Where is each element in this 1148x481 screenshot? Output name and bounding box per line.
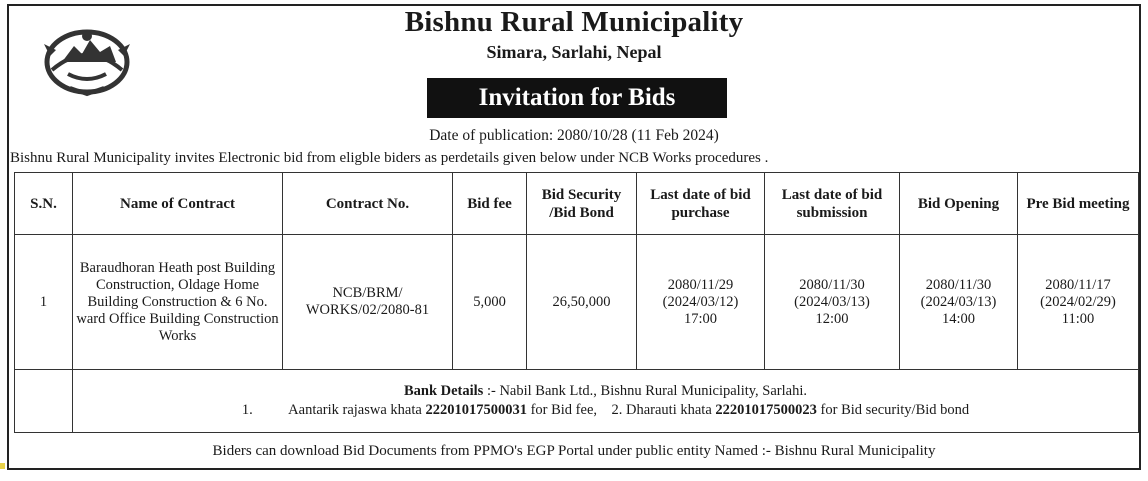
column-header: S.N. [15, 173, 73, 235]
purchase-deadline [637, 235, 765, 370]
table-row [15, 235, 1139, 370]
bid-security: 26,50,000 [527, 235, 637, 370]
column-header: Last date of bid purchase [637, 173, 765, 235]
pre-bid-meeting [1018, 235, 1139, 370]
submission-deadline [765, 235, 900, 370]
column-header: Bid Opening [900, 173, 1018, 235]
account1-prefix: Aantarik rajaswa khata [288, 402, 422, 418]
organization-address: Simara, Sarlahi, Nepal [486, 42, 662, 62]
opening-date-ad: (2024/03/13) [920, 293, 997, 310]
prebid-date: 2080/11/17 [1045, 276, 1111, 293]
bank-details [73, 370, 1139, 433]
column-header: Last date of bid submission [765, 173, 900, 235]
bank-details-text: :- Nabil Bank Ltd., Bishnu Rural Municipality, Sarlahi. [486, 383, 808, 399]
submission-date-ad: (2024/03/13) [794, 293, 870, 310]
bid-opening [900, 235, 1018, 370]
opening-time: 14:00 [941, 310, 976, 327]
column-header: Name of Contract [73, 173, 283, 235]
footer-note: Biders can download Bid Documents from PPMO's EGP Portal under public entity Named :- Bishnu Rural Municipality [212, 443, 936, 459]
account2-prefix: 2. Dharauti khata [611, 402, 712, 418]
bank-title [76, 382, 1135, 401]
prebid-date-ad: (2024/02/29) [1040, 293, 1116, 310]
bank-label: Bank Details [403, 383, 484, 399]
column-header: Bid Security /Bid Bond [527, 173, 637, 235]
submission-date: 2080/11/30 [799, 276, 865, 293]
column-header: Bid fee [453, 173, 527, 235]
account1-number: 22201017500031 [425, 402, 527, 418]
purchase-date: 2080/11/29 [667, 276, 734, 293]
purchase-date-ad: (2024/03/12) [662, 293, 739, 310]
account1-suffix: for Bid fee, [530, 402, 598, 418]
bank-line-number: 1. [241, 402, 253, 418]
contract-number: NCB/BRM/ WORKS/02/2080-81 [283, 235, 453, 370]
corner-mark [0, 463, 5, 469]
bank-accounts [76, 401, 1135, 420]
purchase-time: 17:00 [683, 310, 718, 327]
bid-fee: 5,000 [453, 235, 527, 370]
column-header: Pre Bid meeting [1018, 173, 1139, 235]
organization-name: Bishnu Rural Municipality [404, 6, 744, 38]
opening-date: 2080/11/30 [925, 276, 992, 293]
contract-name: Baraudhoran Heath post Building Construction, Oldage Home Building Construction & 6 No. ward Office Building Construction Works [73, 235, 283, 370]
bids-table [14, 172, 1139, 433]
notice-title: Invitation for Bids [427, 78, 727, 118]
prebid-time: 11:00 [1061, 310, 1095, 327]
column-header: Contract No. [283, 173, 453, 235]
serial-number: 1 [15, 235, 73, 370]
table-header-row [15, 173, 1139, 235]
publication-date: Date of publication: 2080/10/28 (11 Feb 2024) [429, 127, 719, 144]
bank-spacer [15, 370, 73, 433]
account2-suffix: for Bid security/Bid bond [820, 402, 970, 418]
submission-time: 12:00 [815, 310, 849, 327]
bank-details-row [15, 370, 1139, 433]
intro-text: Bishnu Rural Municipality invites Electronic bid from eligble biders as perdetails given below under NCB Works procedures . [10, 150, 769, 166]
account2-number: 22201017500023 [715, 402, 817, 418]
